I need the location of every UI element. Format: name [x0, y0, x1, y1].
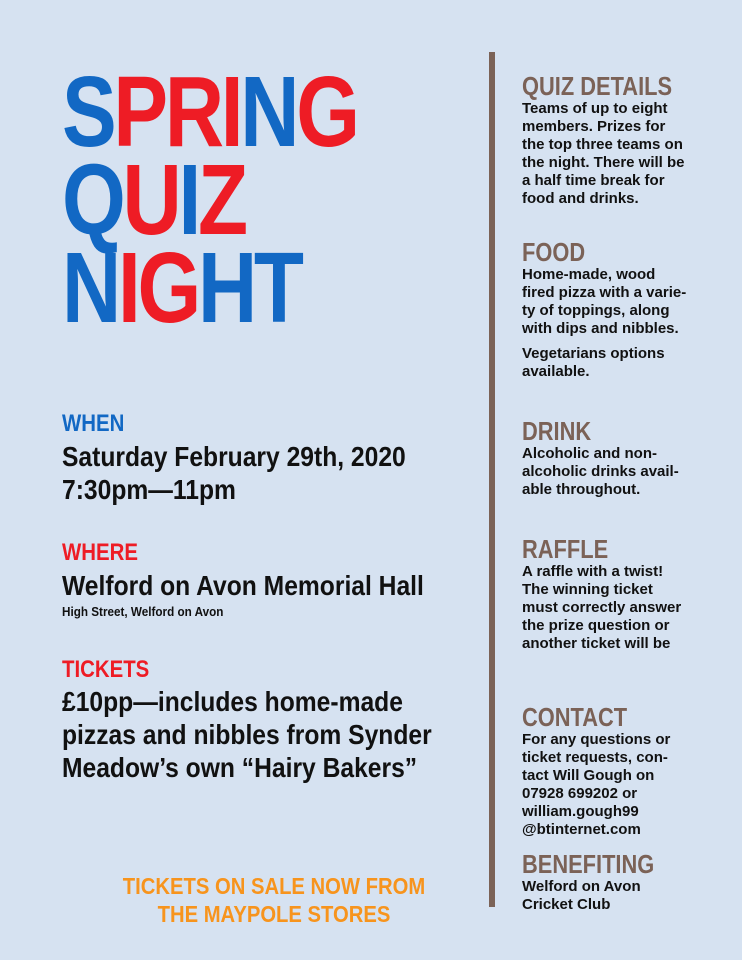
text-line: Cricket Club: [522, 896, 611, 913]
title-line-3: [62, 232, 357, 344]
text-line: food and drinks.: [522, 190, 639, 207]
text-line: the top three teams on: [522, 136, 683, 153]
event-time: 7:30pm—11pm: [62, 474, 236, 505]
contact-phone: 07928 699202 or: [522, 785, 638, 802]
text-line: A raffle with a twist!: [522, 563, 664, 580]
title-letters: S: [62, 56, 114, 168]
quiz-details-text: [522, 100, 728, 208]
food-section: [522, 238, 728, 381]
food-vegetarian-text: [522, 345, 728, 381]
text-line: For any questions or: [522, 731, 671, 748]
contact-email: @btinternet.com: [522, 821, 641, 838]
tickets-label: TICKETS: [62, 656, 150, 683]
text-line: the night. There will be: [522, 154, 685, 171]
column-divider: [489, 52, 495, 907]
on-sale-line-2: THE MAYPOLE STORES: [157, 901, 391, 927]
venue-name: Welford on Avon Memorial Hall: [62, 570, 424, 601]
text-line: The winning ticket: [522, 581, 653, 598]
benefiting-heading: BENEFITING: [522, 849, 655, 879]
event-date: Saturday February 29th, 2020: [62, 441, 406, 472]
food-heading: FOOD: [522, 237, 586, 267]
when-section: [62, 411, 453, 506]
text-line: a half time break for: [522, 172, 665, 189]
text-line: with dips and nibbles.: [522, 320, 679, 337]
title-letters: IG: [117, 232, 198, 344]
text-line: ticket requests, con-: [522, 749, 668, 766]
drink-heading: DRINK: [522, 416, 592, 446]
text-line: Alcoholic and non-: [522, 445, 657, 462]
where-label: WHERE: [62, 539, 138, 566]
text-line: Vegetarians options: [522, 345, 665, 362]
title-letters: N: [240, 56, 297, 168]
title-letters: I: [178, 144, 198, 256]
title-letters: PRI: [113, 56, 241, 168]
food-text: [522, 266, 728, 338]
raffle-section: [522, 535, 728, 653]
poster-title: [62, 56, 421, 344]
benefiting-text: [522, 878, 728, 914]
text-line: another ticket will be: [522, 635, 671, 652]
contact-heading: CONTACT: [522, 702, 628, 732]
title-letters: HT: [197, 232, 301, 344]
raffle-heading: RAFFLE: [522, 534, 609, 564]
title-letters: U: [122, 144, 179, 256]
where-section: [62, 540, 473, 619]
tickets-line-1: £10pp—includes home-made: [62, 686, 403, 717]
on-sale-notice: [60, 872, 488, 928]
text-line: fired pizza with a varie-: [522, 284, 687, 301]
text-line: available.: [522, 363, 590, 380]
text-line: must correctly answer: [522, 599, 682, 616]
tickets-line-3: Meadow’s own “Hairy Bakers”: [62, 752, 418, 783]
contact-text: [522, 731, 728, 839]
quiz-details-section: [522, 72, 728, 208]
benefiting-section: [522, 850, 728, 914]
drink-text: [522, 445, 728, 499]
title-letters: N: [62, 232, 118, 344]
venue-address: High Street, Welford on Avon: [62, 604, 224, 619]
title-letters: Z: [197, 144, 245, 256]
title-line-2: [62, 144, 357, 256]
tickets-line-2: pizzas and nibbles from Synder: [62, 719, 432, 750]
title-letters: Q: [62, 144, 123, 256]
raffle-text: [522, 563, 728, 653]
title-letters: G: [296, 56, 357, 168]
when-label: WHEN: [62, 410, 125, 437]
text-line: Teams of up to eight: [522, 100, 668, 117]
text-line: alcoholic drinks avail-: [522, 463, 679, 480]
text-line: members. Prizes for: [522, 118, 666, 135]
text-line: ty of toppings, along: [522, 302, 670, 319]
contact-section: [522, 703, 728, 839]
on-sale-line-1: TICKETS ON SALE NOW FROM: [122, 873, 426, 899]
text-line: able throughout.: [522, 481, 641, 498]
tickets-section: [62, 657, 482, 784]
text-line: tact Will Gough on: [522, 767, 655, 784]
quiz-details-heading: QUIZ DETAILS: [522, 71, 673, 101]
text-line: the prize question or: [522, 617, 670, 634]
title-line-1: [62, 56, 357, 168]
drink-section: [522, 417, 728, 499]
text-line: Home-made, wood: [522, 266, 656, 283]
text-line: Welford on Avon: [522, 878, 641, 895]
contact-email: william.gough99: [522, 803, 639, 820]
